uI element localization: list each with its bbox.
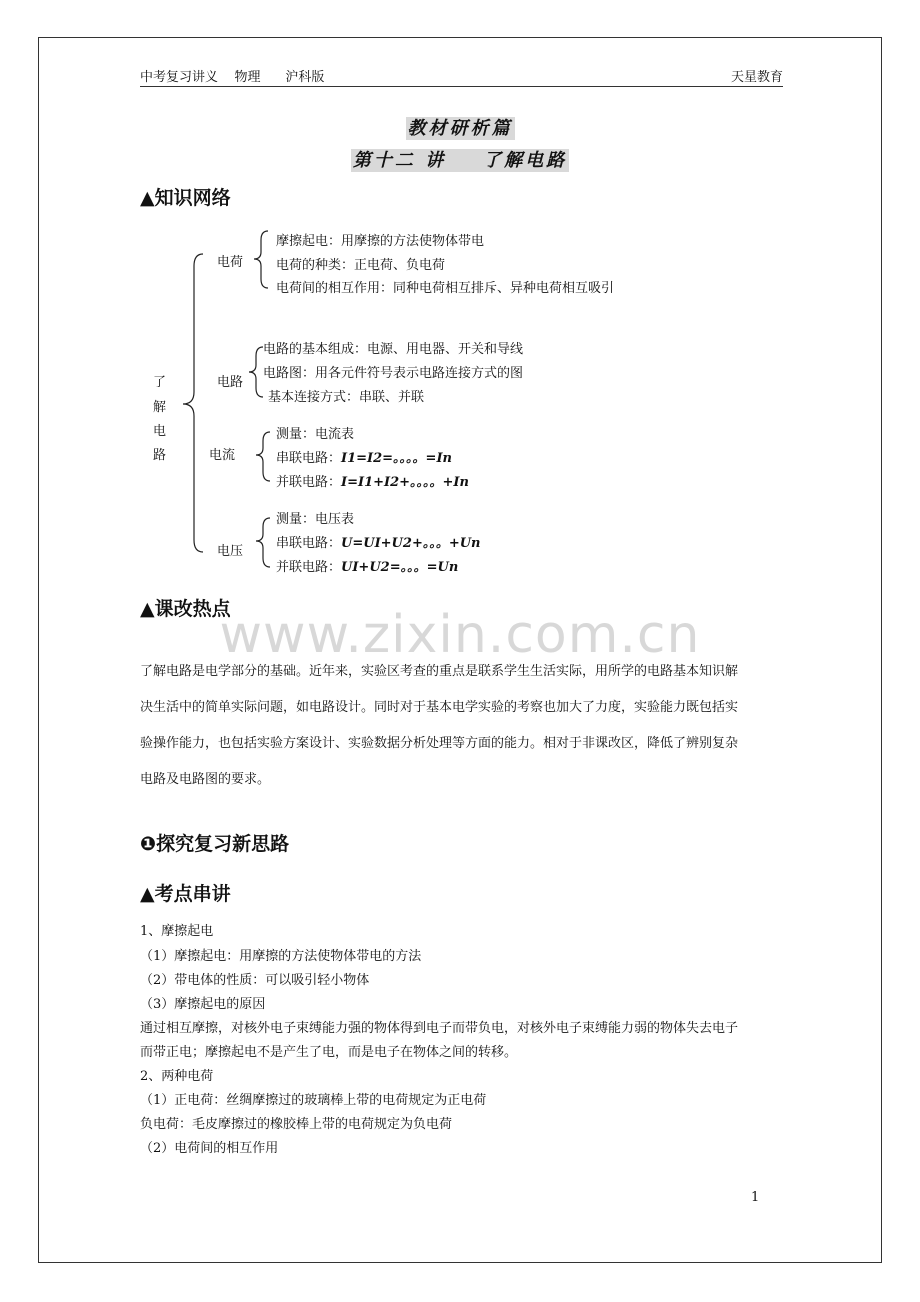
tree-circuit-label: 电路 [217,375,244,390]
points-line: 1、摩擦起电 [140,924,214,939]
tree-current-item: 测量：电流表 [276,427,355,442]
voltage-series-formula: U=UI+U2+。。。+Un [341,536,481,551]
tree-circuit-item: 基本连接方式：串联、并联 [268,390,425,405]
hotspot-line: 验操作能力，也包括实验方案设计、实验数据分析处理等方面的能力。相对于非课改区，降低了辨别复杂 [140,736,739,751]
voltage-parallel-formula: UI+U2=。。。=Un [341,560,459,575]
points-line: （3）摩擦起电的原因 [140,997,266,1012]
current-parallel-formula: I=I1+I2+。。。。+In [341,475,469,490]
section-explore-heading: ❶探究复习新思路 [140,833,290,855]
tree-voltage-label: 电压 [217,544,244,559]
section-points-heading: ▲考点串讲 [140,883,231,905]
tree-current-series: 串联电路：I1=I2=。。。。=In [276,451,452,466]
points-line: 负电荷：毛皮摩擦过的橡胶棒上带的电荷规定为负电荷 [140,1117,453,1132]
tree-current-label: 电流 [209,448,236,463]
tree-charge-item: 摩擦起电：用摩擦的方法使物体带电 [276,234,485,249]
points-line: 而带正电；摩擦起电不是产生了电，而是电子在物体之间的转移。 [140,1045,518,1060]
tree-charge-item: 电荷的种类：正电荷、负电荷 [276,258,446,273]
tree-voltage-item: 测量：电压表 [276,512,355,527]
title-line1: 教材研析篇 [407,118,513,139]
hotspot-line: 了解电路是电学部分的基础。近年来，实验区考查的重点是联系学生生活实际，用所学的电路基本知识解 [140,664,739,679]
tree-voltage-parallel: 并联电路：UI+U2=。。。=Un [276,560,459,575]
current-series-formula: I1=I2=。。。。=In [341,451,452,466]
header-left: 中考复习讲义 物理 沪科版 [140,70,325,85]
tree-charge-label: 电荷 [217,255,244,270]
tree-charge-item: 电荷间的相互作用：同种电荷相互排斥、异种电荷相互吸引 [276,281,615,296]
tree-circuit-item: 电路图：用各元件符号表示电路连接方式的图 [263,366,524,381]
points-line: 通过相互摩擦，对核外电子束缚能力强的物体得到电子而带负电，对核外电子束缚能力弱的物体失去电子 [140,1021,739,1036]
hotspot-paragraph [140,660,783,804]
tree-circuit-item: 电路的基本组成：电源、用电器、开关和导线 [263,342,524,357]
page-number: 1 [751,1190,760,1205]
hotspot-line: 电路及电路图的要求。 [140,772,271,787]
points-line: （2）电荷间的相互作用 [140,1141,279,1156]
watermark: www.zixin.com.cn [219,605,701,665]
header-right: 天星教育 [730,70,783,85]
points-line: （2）带电体的性质：可以吸引轻小物体 [140,973,370,988]
points-line: （1）摩擦起电：用摩擦的方法使物体带电的方法 [140,949,422,964]
points-line: 2、两种电荷 [140,1069,214,1084]
points-line: （1）正电荷：丝绸摩擦过的玻璃棒上带的电荷规定为正电荷 [140,1093,487,1108]
tree-current-parallel: 并联电路：I=I1+I2+。。。。+In [276,475,469,490]
tree-root-2: 解 [153,400,167,415]
section-network-heading: ▲知识网络 [140,187,231,209]
tree-root-3: 电 [153,424,167,439]
tree-root-1: 了 [153,375,167,390]
tree-root-4: 路 [153,448,167,463]
hotspot-line: 决生活中的简单实际问题，如电路设计。同时对于基本电学实验的考察也加大了力度，实验能力既包括实 [140,700,739,715]
tree-braces [0,0,920,620]
section-hotspot-heading: ▲课改热点 [140,598,231,620]
tree-voltage-series: 串联电路：U=UI+U2+。。。+Un [276,536,481,551]
title-line2: 第十二 讲 了解电路 [352,150,568,171]
